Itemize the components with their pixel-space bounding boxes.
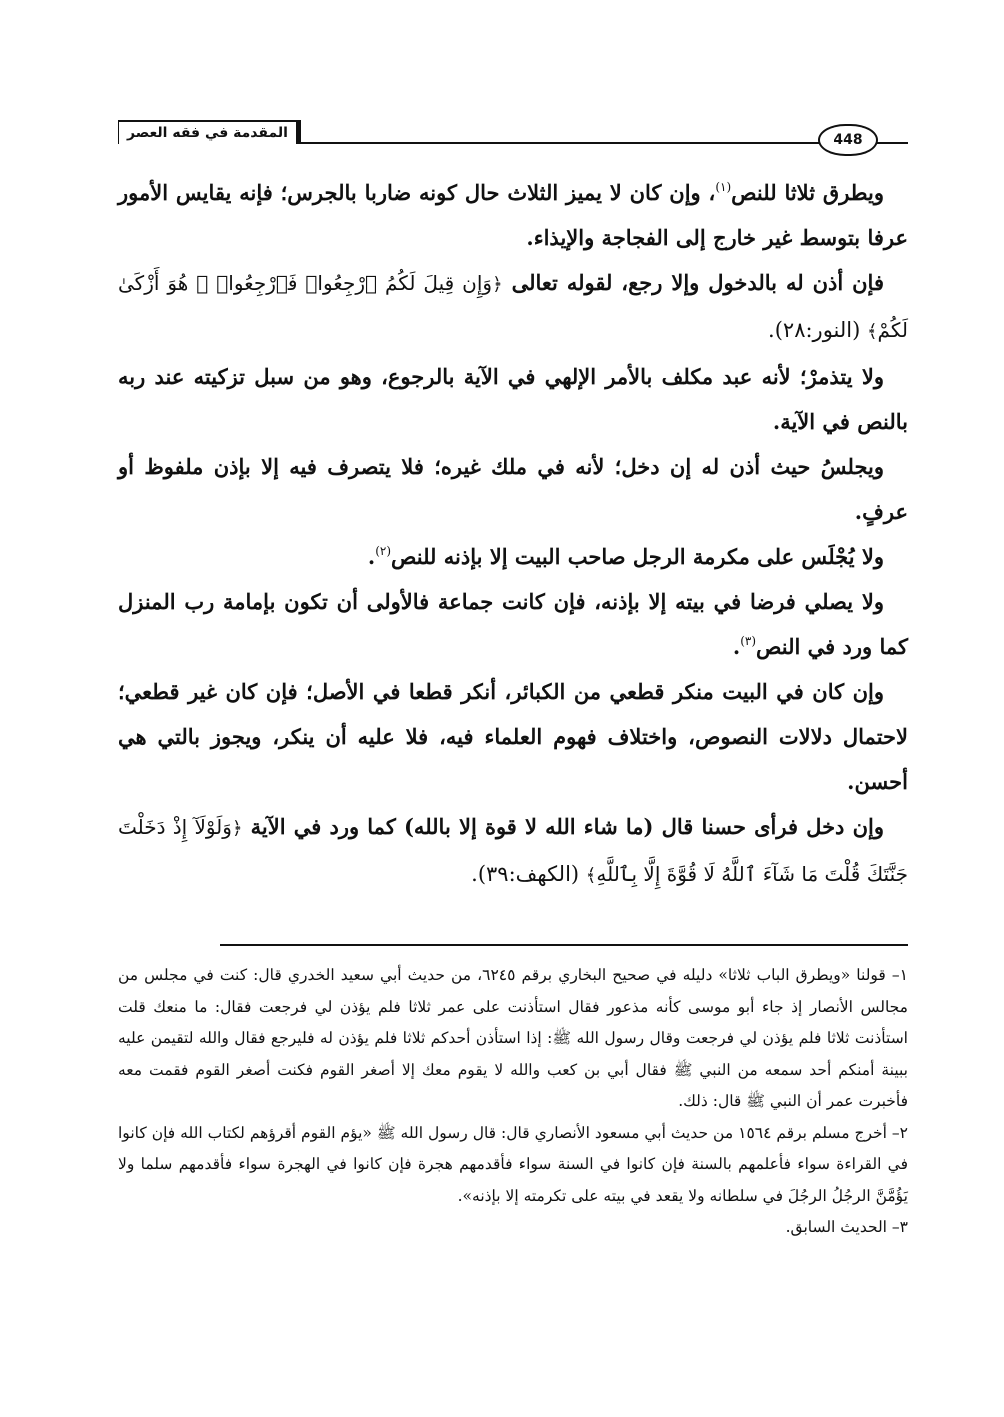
paragraph-7: وإن كان في البيت منكر قطعي من الكبائر، أنكر قطعا في الأصل؛ فإن كان غير قطعي؛ لاحتمال دلالات النصوص، واختلاف فهوم العلماء فيه، فلا عليه أن ينكر، ويجوز بالتي هي أحسن. <box>118 679 908 794</box>
page-number: 448 <box>818 124 878 156</box>
paragraph-1: ويطرق ثلاثا للنص$^{(١)}$، وإن كان لا يميز الثلاث حال كونه ضاربا بالجرس؛ فإنه يقايس الأمور عرفا بتوسط غير خارج إلى الفجاجة والإيذاء. <box>118 180 908 250</box>
quran-bracket-close: ﴾ <box>867 321 878 342</box>
footnote-ref-2[interactable]: (٢) <box>375 544 392 558</box>
footnote-1: ١– قولنا «ويطرق الباب ثلاثا» دليله في صحيح البخاري برقم ٦٢٤٥، من حديث أبي سعيد الخدري قال: كنت في مجلس من مجالس الأنصار إذ جاء أبو موسى كأنه مذعور فقال استأذنت على عمر ثلاثا فلم يؤذن لي فرجعت فقال: ما منعك قلت استأذنت ثلاثا فلم يؤذن لي فرجعت وقال رسول الله ﷺ: إذا استأذن أحدكم ثلاثا فلم يؤذن له فليرجع فقال والله لتقيمن عليه ببينة أمنكم أحد سمعه من النبي ﷺ فقال أبي بن كعب والله لا يقوم معك إلا أصغر القوم فكنت أصغر القوم فقمت معه فأخبرت عمر أن النبي ﷺ قال: ذلك. <box>118 966 908 1110</box>
quran-verse: وَلَوْلَآ إِذْ دَخَلْتَ جَنَّتَكَ قُلْتَ مَا شَآءَ ٱللَّهُ لَا قُوَّةَ إِلَّا بِٱللَّهِ <box>118 815 908 886</box>
paragraph-5: ولا يُجْلَس على مكرمة الرجل صاحب البيت إلا بإذنه للنص$^{(٢)}$. <box>367 544 884 569</box>
quran-bracket-open: ﴿ <box>231 818 243 839</box>
quran-bracket-open: ﴿ <box>492 274 503 295</box>
footnote-ref-1[interactable]: (١) <box>715 180 732 194</box>
paragraph-6: ولا يصلي فرضا في بيته إلا بإذنه، فإن كانت جماعة فالأولى أن تكون بإمامة رب المنزل كما ورد في النص$^{(٣)}$. <box>118 589 908 659</box>
page-header <box>118 118 908 148</box>
quran-verse: وَإِن قِيلَ لَكُمُ ٱرْجِعُوا۟ فَٱرْجِعُوا۟ ۖ هُوَ أَزْكَىٰ لَكُمْ <box>118 271 908 342</box>
verse-reference: (الكهف:٣٩). <box>471 862 586 886</box>
quran-bracket-close: ﴾ <box>585 865 597 886</box>
footnote-ref-3[interactable]: (٣) <box>740 634 757 648</box>
paragraph-8: وإن دخل فرأى حسنا قال (ما شاء الله لا قوة إلا بالله) كما ورد في الآية ﴿وَلَوْلَآ إِذْ دَخَلْتَ جَنَّتَكَ قُلْتَ مَا شَآءَ ٱللَّهُ لَا قُوَّةَ إِلَّا بِٱللَّهِ﴾ (الكهف:٣٩). <box>118 814 908 886</box>
paragraph-3: ولا يتذمرْ؛ لأنه عبد مكلف بالأمر الإلهي في الآية بالرجوع، وهو من سبل تزكيته عند ربه بالنص في الآية. <box>118 364 908 434</box>
footnote-3: ٣– الحديث السابق. <box>785 1218 908 1236</box>
footnote-2: ٢– أخرج مسلم برقم ١٥٦٤ من حديث أبي مسعود الأنصاري قال: قال رسول الله ﷺ «يؤم القوم أقرؤهم لكتاب الله فإن كانوا في القراءة سواء فأعلمهم بالسنة فإن كانوا في السنة سواء فأقدمهم هجرة فإن كانوا في الهجرة سواء فأقدمهم سلما ولا يَؤُمَّنَّ الرجُلُ الرجُلَ في سلطانه ولا يقعد في بيته على تكرمته إلا بإذنه». <box>118 1123 908 1205</box>
main-text <box>118 170 908 898</box>
book-title: المقدمة في فقه العصر <box>118 120 301 144</box>
verse-reference: (النور:٢٨). <box>768 318 867 342</box>
footnote-separator <box>220 944 908 946</box>
footnotes <box>118 960 908 1244</box>
paragraph-4: ويجلسُ حيث أذن له إن دخل؛ لأنه في ملك غيره؛ فلا يتصرف فيه إلا بإذن ملفوظ أو عرفٍ. <box>118 454 908 524</box>
paragraph-2: فإن أذن له بالدخول وإلا رجع، لقوله تعالى ﴿وَإِن قِيلَ لَكُمُ ٱرْجِعُوا۟ فَٱرْجِعُوا۟ ۖ هُوَ أَزْكَىٰ لَكُمْ﴾ (النور:٢٨). <box>118 270 908 342</box>
